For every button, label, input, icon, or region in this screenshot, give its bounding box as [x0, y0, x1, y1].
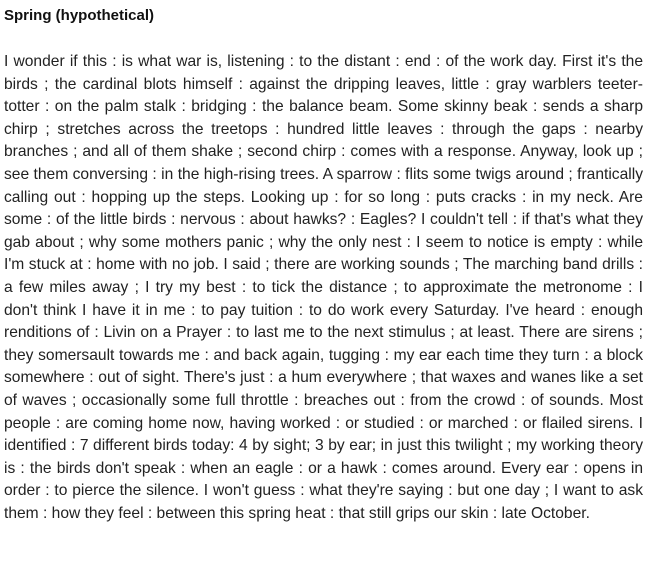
poem-title: Spring (hypothetical): [4, 7, 154, 24]
poem-body: I wonder if this : is what war is, listening : to the distant : end : of the work day. First it's the birds ; the cardinal blots himself : against the dripping leaves, little : gray warblers teeter-totter : on the palm stalk : bridging : the balance beam. Some skinny beak : sends a sharp chirp ; stretches across the treetops : hundred little leaves : through the gaps : nearby branches ; and all of them shake ; second chirp : comes with a response. Anyway, look up ; see them conversing : in the high-rising trees. A sparrow : flits some twigs around ; frantically calling out : hopping up the steps. Looking up : for so long : puts cracks : in my neck. Are some : of the little birds : nervous : about hawks? : Eagles? I couldn't tell : if that's what they gab about ; why some mothers panic ; why the only nest : I seem to notice is empty : while I'm stuck at : home with no job. I said ; there are working sounds ; The marching band drills : a few miles away ; I try my best : to tick the distance ; to approximate the metronome : I don't think I have it in me : to pay tuition : to do work every Saturday. I've heard : enough renditions of : Livin on a Prayer : to last me to the next stimulus ; at least. There are sirens ; they somersault towards me : and back again, tugging : my ear each time they turn : a block somewhere : out of sight. There's just : a hum everywhere ; that waxes and wanes like a set of waves ; occasionally some full throttle : breaches out : from the crowd : of sounds. Most people : are coming home now, having worked : or studied : or marched : or flailed sirens. I identified : 7 different birds today: 4 by sight; 3 by ear; in just this twilight ; my working theory is : the birds don't speak : when an eagle : or a hawk : comes around. Every ear : opens in order : to pierce the silence. I won't guess : what they're saying : but one day ; I want to ask them : how they feel : between this spring heat : that still grips our skin : late October.: [4, 53, 643, 522]
